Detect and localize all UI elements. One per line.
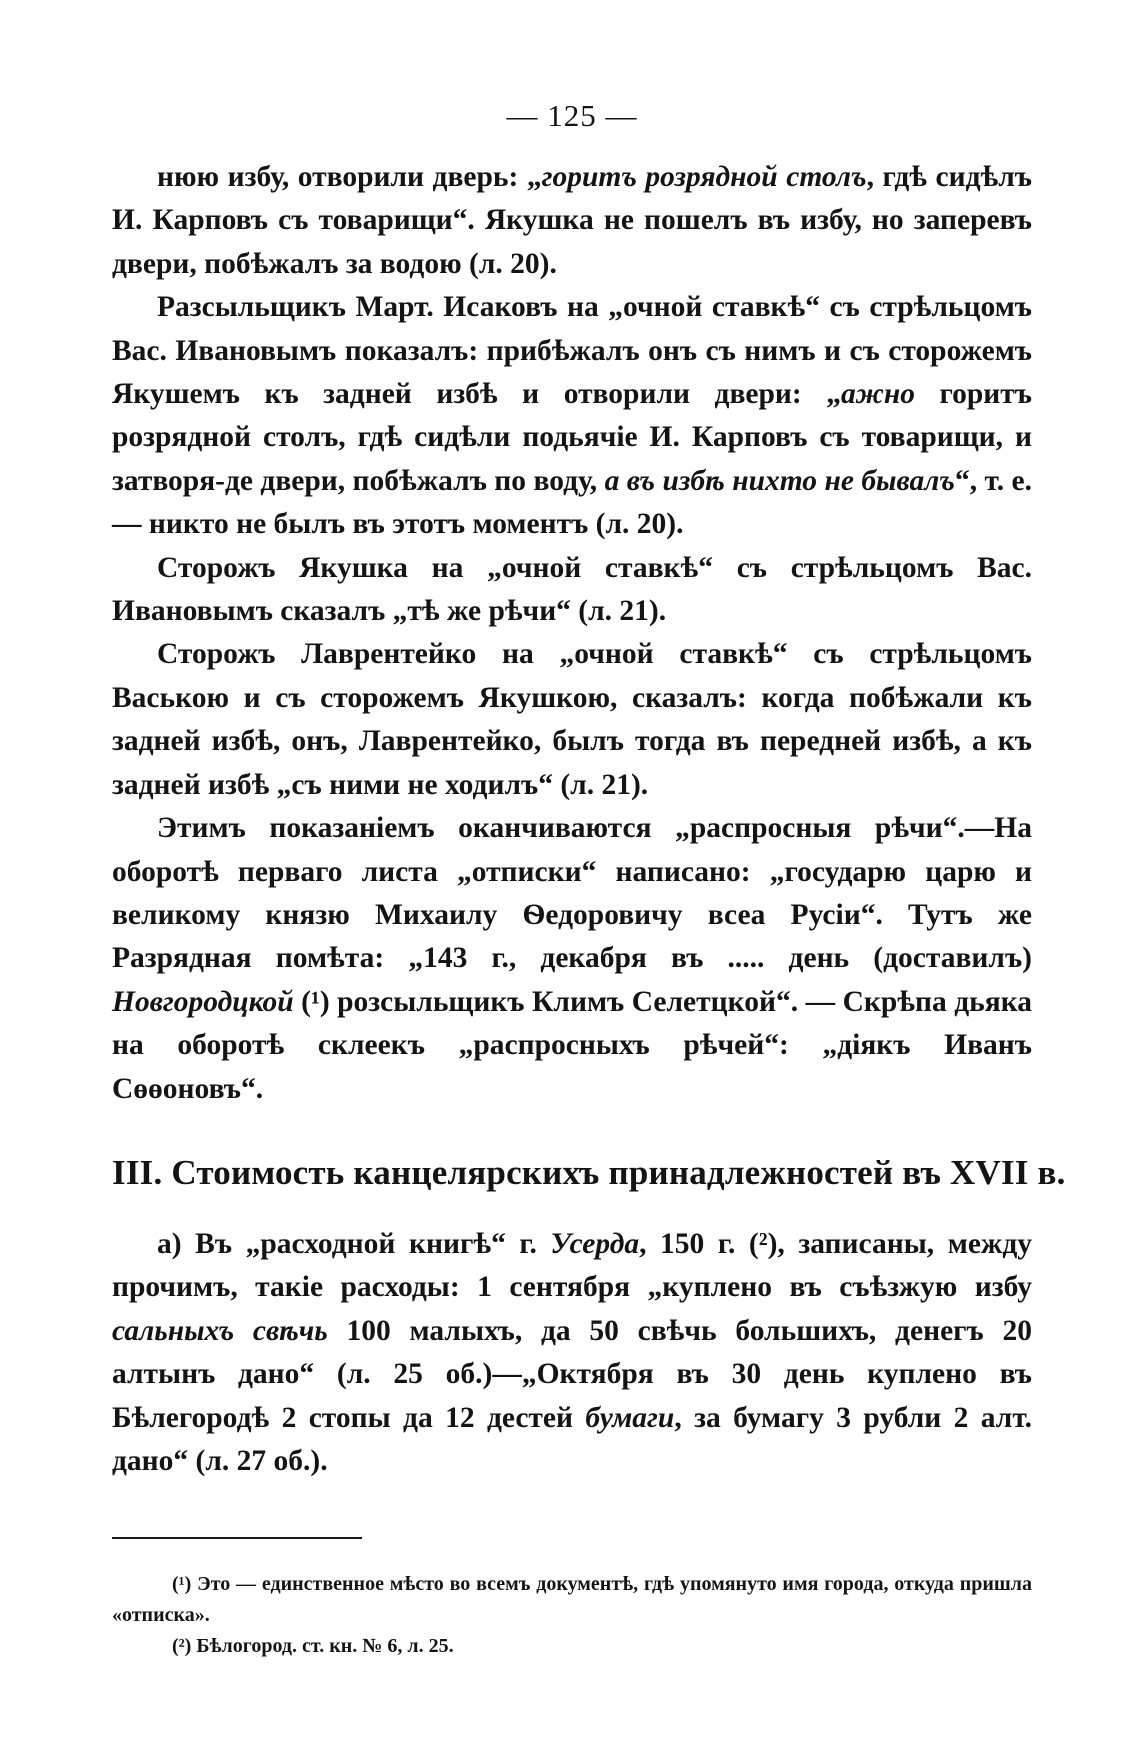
footnote-mark: (²) [172,1635,192,1658]
footnote-text: Бѣлогород. ст. кн. № 6, л. 25. [191,1635,454,1658]
section-text [112,1223,1032,1483]
text-segment: Разсыльщикъ Март. Исаковъ на „очной ставкѣ“ съ стрѣльцомъ Вас. Ивановымъ показалъ: прибѣжалъ онъ съ нимъ и съ сторожемъ Якушемъ къ задней избѣ и отворили двери: „ [112,291,1032,411]
paragraph-1 [112,156,1032,286]
text-segment: нюю избу, отворили дверь: „ [157,161,542,193]
footnote-1 [112,1569,1032,1631]
text-segment: а) Въ „расходной книгѣ“ г. [157,1227,551,1260]
italic-segment: сальныхъ свѣчь [112,1314,328,1347]
section-paragraph-1 [112,1223,1032,1483]
footnote-2 [112,1631,1032,1662]
footnote-divider [112,1537,362,1539]
footnotes [112,1569,1032,1662]
text-segment: , гдѣ сидѣлъ И. Карповъ съ товарищи“. Якушка не пошелъ въ избу, но заперевъ двери, побѣжалъ за водою (л. 20). [112,161,1032,280]
paragraph-5 [112,807,1032,1111]
text-segment: , 150 г. (²), записаны, между прочимъ, такіе расходы: 1 сентября „куплено въ съѣзжую избу [112,1227,1032,1304]
paragraph-2 [112,286,1032,546]
text-segment: Сторожъ Лаврентейко на „очной ставкѣ“ съ стрѣльцомъ Ваською и съ сторожемъ Якушкою, сказалъ: когда побѣжали къ задней избѣ, онъ, Лаврентейко, былъ тогда въ передней избѣ, а къ задней избѣ „съ ними не ходилъ“ (л. 21). [112,638,1032,801]
text-segment: (¹) розсыльщикъ Климъ Селетцкой“. — Скрѣпа дьяка на оборотѣ склеекъ „распросныхъ рѣчей“: „діякъ Иванъ Сөөоновъ“. [112,985,1032,1105]
paragraph-4 [112,633,1032,807]
text-segment: , за бумагу 3 рубли 2 алт. дано“ (л. 27 об.). [112,1401,1032,1477]
main-text [112,156,1032,1111]
italic-segment: бумаги [585,1401,675,1434]
text-segment: Сторожъ Якушка на „очной ставкѣ“ съ стрѣльцомъ Вас. Ивановымъ сказалъ „тѣ же рѣчи“ (л. 21). [112,551,1032,628]
text-segment: горитъ розрядной столъ, гдѣ сидѣли подьячіе И. Карповъ съ товарищи, и затворя-де двери, побѣжалъ по воду, [112,378,1032,497]
italic-segment: горитъ розрядной столъ [541,161,867,193]
italic-segment: Усерда [550,1227,640,1260]
text-segment: “, т. е.— никто не былъ въ этотъ моментъ (л. 20). [112,464,1032,541]
section-heading: III. Стоимость канцелярскихъ принадлежностей въ XVII в. [112,1152,1066,1192]
document-page [112,96,1066,1662]
text-segment: Этимъ показаніемъ оканчиваются „распросныя рѣчи“.—На оборотѣ перваго листа „отписки“ написано: „государю царю и великому князю Михаилу Ѳедоровичу всеа Русіи“. Тутъ же Разрядная помѣта: „143 г., декабря въ ..... день (доставилъ) [112,812,1032,975]
footnote-mark: (¹) [172,1573,192,1596]
italic-segment: а въ избѣ нихто не бывалъ [604,464,955,497]
paragraph-3 [112,547,1032,634]
text-segment: 100 малыхъ, да 50 свѣчь большихъ, денегъ 20 алтынъ дано“ (л. 25 об.)—„Октября въ 30 день куплено въ Бѣлегородѣ 2 стопы да 12 дестей [112,1314,1033,1434]
footnote-text: Это — единственное мѣсто во всемъ документѣ, гдѣ упомянуто имя города, откуда пришла «отписка». [112,1573,1032,1627]
italic-segment: Новгородцкой [112,985,294,1018]
italic-segment: ажно [840,378,915,411]
page-number: — 125 — [506,98,638,133]
